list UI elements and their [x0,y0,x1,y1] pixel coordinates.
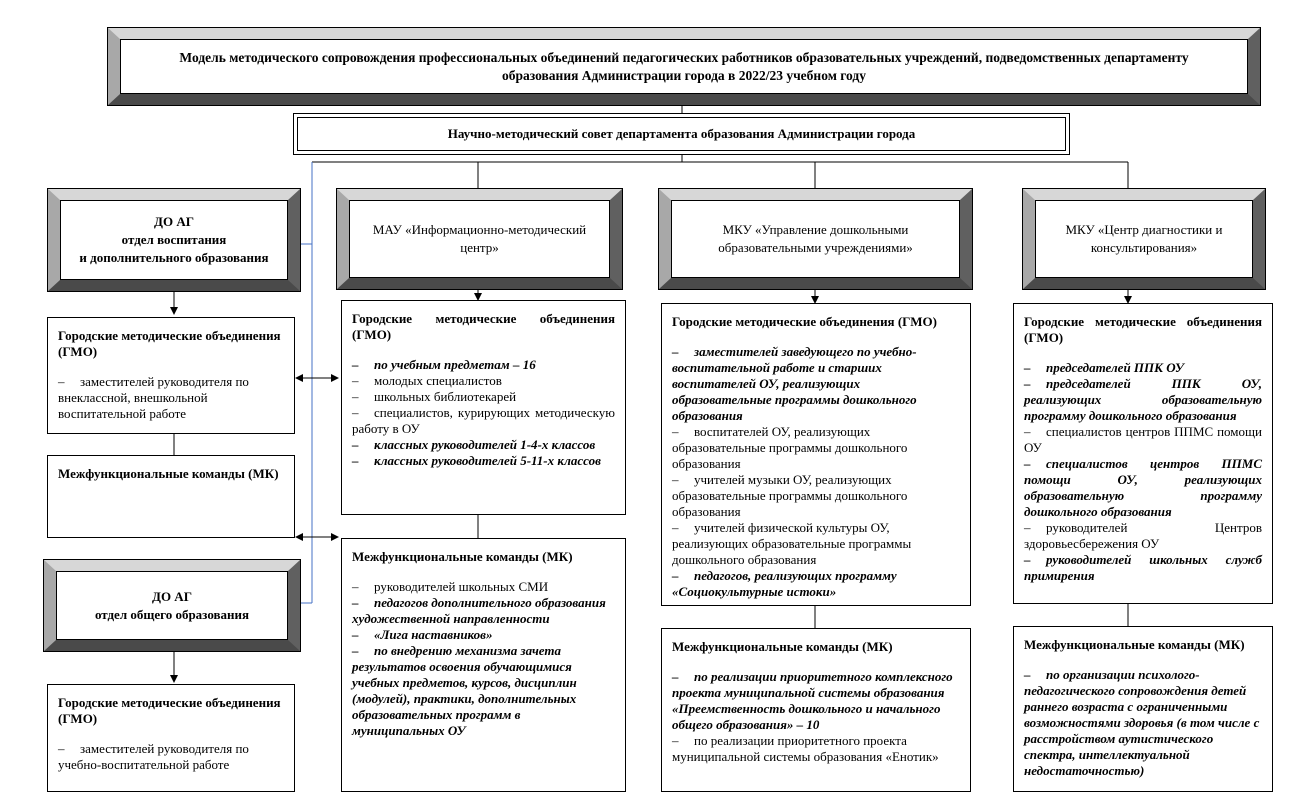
dash-bullet: – [352,643,359,658]
col3-mk-box [661,628,971,792]
dash-bullet: – [58,741,65,756]
col2-gmo-header: Городские методические объединения (ГМО) [352,311,615,342]
col2-mk-list [352,579,615,739]
col3-mk-header: Межфункциональные команды (МК) [672,639,893,654]
dash-bullet: – [672,520,679,535]
dash-bullet: – [1024,552,1031,567]
list-item: – руководителей школьных служб примирения [1024,552,1262,583]
dash-bullet: – [352,389,359,404]
col1-gmo-list [58,374,284,422]
list-item: – руководителей школьных СМИ [352,579,549,594]
col4-gmo-list [1024,360,1262,584]
list-item: – по реализации приоритетного комплексного проекта муниципальной системы образования «Преемственность дошкольного и начального общего образования» – 10 [672,669,953,732]
dash-bullet: – [352,373,359,388]
dash-bullet: – [672,472,679,487]
list-item: – по организации психолого-педагогического сопровождения детей раннего возраста с ограниченными возможностями здоровья (в том числе с расстройством аутистического спектра, интеллектуальной недостаточностью) [1024,667,1260,778]
dash-bullet: – [352,579,359,594]
col2-mk-header: Межфункциональные команды (МК) [352,549,573,564]
dash-bullet: – [352,357,359,372]
do-ag-general-label: ДО АГ отдел общего образования [56,571,288,640]
imc-box [336,188,623,290]
do-ag-general-box [43,559,301,652]
dash-bullet: – [672,733,679,748]
list-item: – учителей музыки ОУ, реализующих образовательные программы дошкольного образования [672,472,908,519]
list-item: – школьных библиотекарей [352,389,517,404]
col3-gmo-header: Городские методические объединения (ГМО) [672,314,937,329]
dash-bullet: – [672,568,679,583]
col1-mk-header: Межфункциональные команды (МК) [58,466,279,481]
dash-bullet: – [352,405,359,420]
col4-mk-box [1013,626,1273,792]
diagram-title: Модель методического сопровождения профессиональных объединений педагогических работников образовательных учреждений, подведомственных департаменту образования Администрации города в 2022/23 учебном году [120,39,1248,94]
list-item: – учителей физической культуры ОУ, реализующих образовательные программы дошкольного образования [672,520,912,567]
col1-gmo2-box [47,684,295,792]
col3-mk-list [672,669,960,765]
council-label: Научно-методический совет департамента образования Администрации города [297,117,1066,151]
list-item: – классных руководителей 5-11-х классов [352,453,601,468]
dash-bullet: – [352,453,359,468]
dash-bullet: – [58,374,65,389]
col2-gmo-box [341,300,626,515]
col4-gmo-box [1013,303,1273,604]
list-item: – специалистов центров ППМС помощи ОУ [1024,424,1262,455]
dash-bullet: – [1024,424,1031,439]
list-item: – заместителей руководителя по внеклассной, внешкольной воспитательной работе [58,374,249,421]
col1-gmo-box [47,317,295,434]
list-item: – специалистов, курирующих методическую работу в ОУ [352,405,615,436]
dash-bullet: – [672,669,679,684]
list-item: – председателей ППК ОУ [1024,360,1184,375]
do-ag-education-box [47,188,301,292]
imc-label: МАУ «Информационно-методический центр» [349,200,610,278]
council-box [293,113,1070,155]
list-item: – заместителей заведующего по учебно-воспитательной работе и старших воспитателей ОУ, реализующих образовательные программы дошкольного образования [672,344,917,423]
dash-bullet: – [672,344,679,359]
list-item: – по внедрению механизма зачета результатов освоения обучающимися учебных предметов, курсов, дисциплин (модулей), практики, дополнительных образовательных программ в муниципальных ОУ [352,643,577,738]
preschool-admin-label: МКУ «Управление дошкольными образовательными учреждениями» [671,200,960,278]
diagnostics-center-box [1022,188,1266,290]
col1-gmo2-header: Городские методические объединения (ГМО) [58,695,281,726]
dash-bullet: – [352,595,359,610]
col4-mk-list [1024,667,1262,779]
diagram-title-box [107,27,1261,106]
list-item: – по реализации приоритетного проекта муниципальной системы образования «Енотик» [672,733,939,764]
list-item: – педагогов дополнительного образования художественной направленности [352,595,606,626]
diagnostics-center-label: МКУ «Центр диагностики и консультирования» [1035,200,1253,278]
list-item: – «Лига наставников» [352,627,493,642]
do-ag-education-label: ДО АГ отдел воспитания и дополнительного образования [60,200,288,280]
list-item: – заместителей руководителя по учебно-воспитательной работе [58,741,249,772]
dash-bullet: – [672,424,679,439]
col4-mk-header: Межфункциональные команды (МК) [1024,637,1245,652]
list-item: – педагогов, реализующих программу «Социокультурные истоки» [672,568,897,599]
list-item: – молодых специалистов [352,373,502,388]
list-item: – специалистов центров ППМС помощи ОУ, реализующих образовательную программу дошкольного образования [1024,456,1262,519]
dash-bullet: – [1024,360,1031,375]
list-item: – классных руководителей 1-4-х классов [352,437,596,452]
col1-mk-box [47,455,295,538]
col1-gmo-header: Городские методические объединения (ГМО) [58,328,281,359]
dash-bullet: – [1024,376,1031,391]
list-item: – по учебным предметам – 16 [352,357,536,372]
preschool-admin-box [658,188,973,290]
col2-gmo-list [352,357,615,469]
col3-gmo-list [672,344,960,600]
list-item: – воспитателей ОУ, реализующих образовательные программы дошкольного образования [672,424,908,471]
dash-bullet: – [352,437,359,452]
dash-bullet: – [352,627,359,642]
col2-mk-box [341,538,626,792]
dash-bullet: – [1024,456,1031,471]
col4-gmo-header: Городские методические объединения (ГМО) [1024,314,1262,345]
dash-bullet: – [1024,520,1031,535]
col1-gmo2-list [58,741,284,773]
list-item: – руководителей Центров здоровьесбережения ОУ [1024,520,1262,551]
col3-gmo-box [661,303,971,606]
dash-bullet: – [1024,667,1031,682]
list-item: – председателей ППК ОУ, реализующих образовательную программу дошкольного образования [1024,376,1262,423]
